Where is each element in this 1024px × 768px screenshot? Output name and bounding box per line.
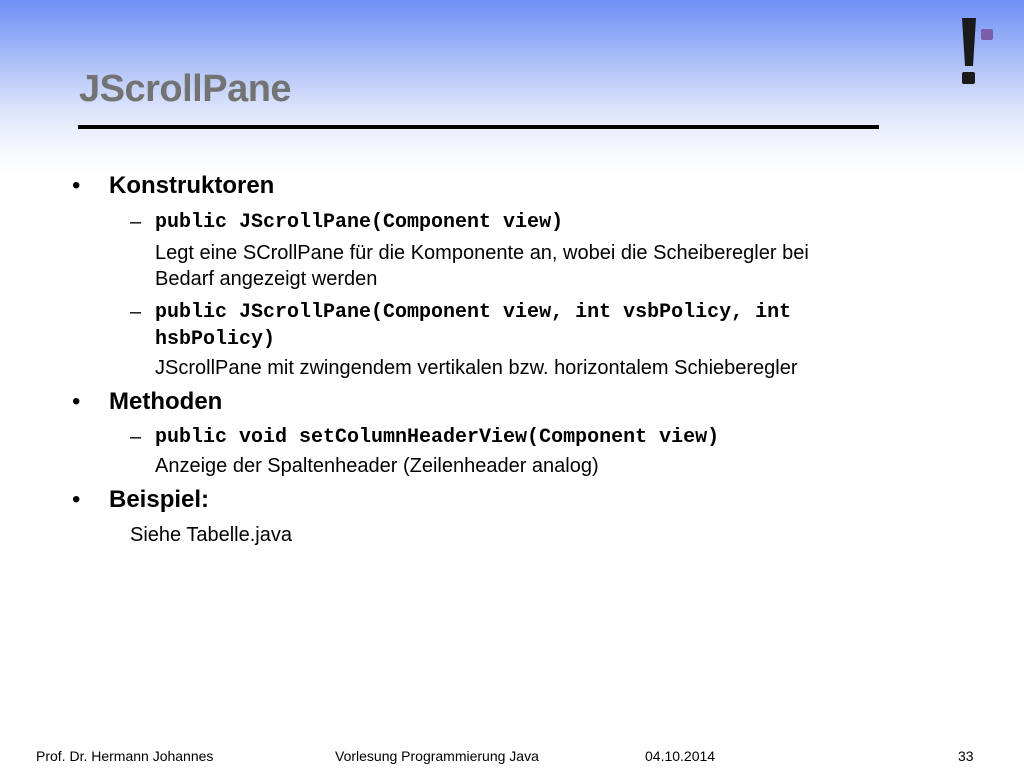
- constructor-2-description: JScrollPane mit zwingendem vertikalen bzw. horizontalem Schieberegler: [155, 357, 798, 379]
- footer-author: Prof. Dr. Hermann Johannes: [36, 748, 214, 764]
- footer-date: 04.10.2014: [645, 748, 716, 764]
- exclamation-logo-icon: [958, 18, 998, 84]
- method-1-signature: public void setColumnHeaderView(Component view): [155, 426, 720, 449]
- bullet-glyph: •: [72, 172, 81, 199]
- dash-glyph: –: [130, 211, 142, 233]
- logo-exclamation-bar: [962, 18, 976, 66]
- example-reference: Siehe Tabelle.java: [130, 524, 292, 546]
- constructor-1-description-line-1: Legt eine SCrollPane für die Komponente an, wobei die Scheiberegler bei: [155, 242, 809, 264]
- method-1-description: Anzeige der Spaltenheader (Zeilenheader analog): [155, 455, 599, 477]
- constructor-2-signature-line-2: hsbPolicy): [155, 328, 276, 351]
- slide-title: JScrollPane: [79, 68, 292, 110]
- constructor-2-signature-line-1: public JScrollPane(Component view, int vsbPolicy, int: [155, 301, 792, 324]
- logo-square: [981, 29, 993, 40]
- footer-page-number: 33: [958, 748, 974, 764]
- title-underline: [78, 125, 879, 129]
- dash-glyph: –: [130, 301, 142, 323]
- bullet-glyph: •: [72, 388, 81, 415]
- bullet-glyph: •: [72, 486, 81, 513]
- constructor-1-description-line-2: Bedarf angezeigt werden: [155, 268, 378, 290]
- section-heading-konstruktoren: Konstruktoren: [109, 172, 275, 199]
- section-heading-beispiel: Beispiel:: [109, 486, 210, 513]
- dash-glyph: –: [130, 426, 142, 448]
- logo-exclamation-dot: [962, 72, 975, 84]
- footer-course: Vorlesung Programmierung Java: [335, 748, 539, 764]
- section-heading-methoden: Methoden: [109, 388, 223, 415]
- constructor-1-signature: public JScrollPane(Component view): [155, 211, 564, 234]
